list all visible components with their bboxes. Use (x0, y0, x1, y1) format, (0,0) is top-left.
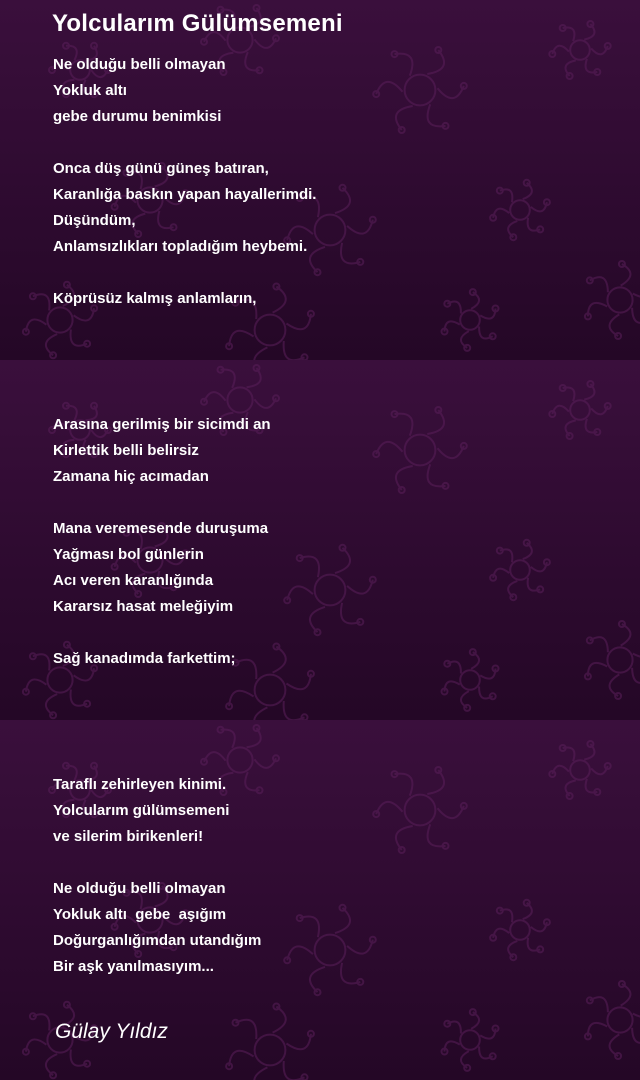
poem-line: ve silerim birikenleri! (53, 828, 204, 845)
poem-line: Anlamsızlıkları topladığım heybemi. (53, 238, 308, 255)
poem-line: Onca düş günü güneş batıran, (53, 160, 269, 177)
poem-line: gebe durumu benimkisi (53, 108, 222, 125)
poem-line: Sağ kanadımda farkettim; (53, 650, 236, 667)
poem-line: Köprüsüz kalmış anlamların, (53, 290, 257, 307)
poem-line: Acı veren karanlığında (53, 572, 214, 589)
poem-line: Ne olduğu belli olmayan (53, 56, 226, 73)
poem-line: Ne olduğu belli olmayan (53, 880, 226, 897)
poem-line: Arasına gerilmiş bir sicimdi an (53, 416, 271, 433)
poem-line: Düşündüm, (53, 212, 136, 229)
poem-line: Yağması bol günlerin (53, 546, 204, 563)
poem-title: Yolcularım Gülümsemeni (52, 10, 343, 37)
poem-line: Yolcularım gülümsemeni (53, 802, 230, 819)
poem-line: Yokluk altı (53, 82, 127, 99)
poem-line: Yokluk altı gebe aşığım (53, 906, 227, 923)
poem-line: Kararsız hasat meleğiyim (53, 598, 234, 615)
poem-line: Taraflı zehirleyen kinimi. (53, 776, 227, 793)
poem-author: Gülay Yıldız (55, 1020, 168, 1043)
poem-line: Bir aşk yanılmasıyım... (53, 958, 214, 975)
poem-line: Zamana hiç acımadan (53, 468, 209, 485)
poem-line: Karanlığa baskın yapan hayallerimdi. (53, 186, 317, 203)
poem-line: Kirlettik belli belirsiz (53, 442, 199, 459)
poem-line: Doğurganlığımdan utandığım (53, 932, 262, 949)
poem-line: Mana veremesende duruşuma (53, 520, 269, 537)
